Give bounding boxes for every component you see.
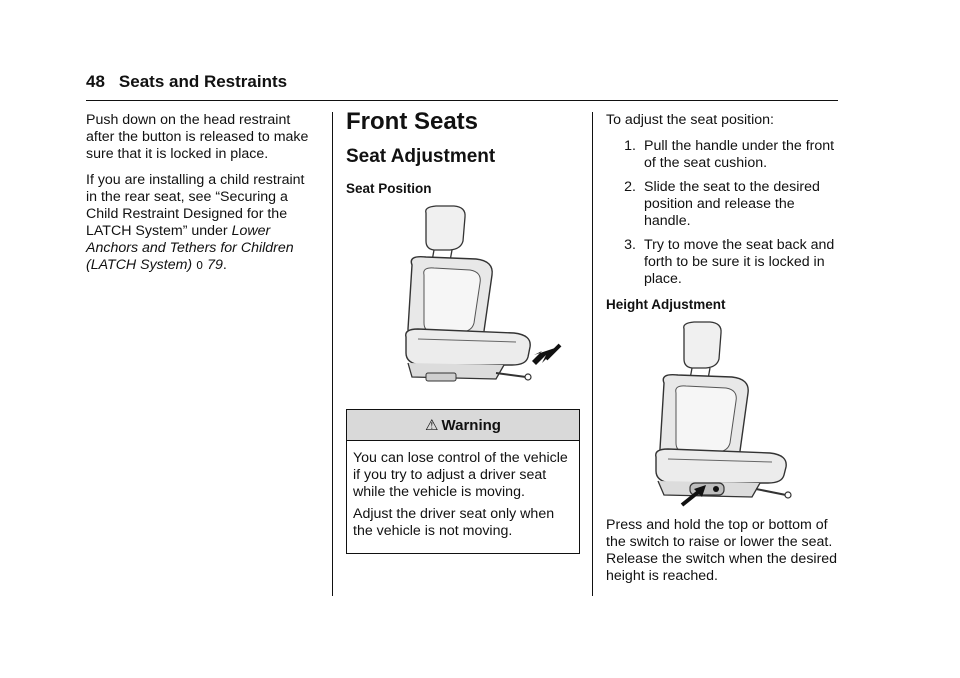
list-item: 3. Try to move the seat back and forth to be sure it is locked in place.	[624, 237, 835, 287]
page-header	[86, 72, 838, 101]
adjust-intro: To adjust the seat position:	[606, 112, 774, 128]
section-title: Seats and Restraints	[118, 72, 288, 91]
seat-adjustment-heading: Seat Adjustment	[346, 146, 496, 167]
latch-link[interactable]: Lower Anchors and Tethers for Children (LATCH System)	[86, 223, 294, 273]
column-divider	[592, 112, 593, 596]
child-restraint-paragraph: If you are installing a child restraint in the rear seat, see “Securing a Child Restraint Designed for the LATCH System” under Lower Anchors and Tethers for Children (LATCH System) 0 79.	[86, 172, 305, 273]
front-seats-heading: Front Seats	[346, 108, 479, 135]
warning-body	[347, 441, 579, 553]
adjust-steps-list	[606, 138, 842, 288]
seat-position-illustration	[346, 205, 578, 395]
seat-position-label: Seat Position	[346, 181, 432, 196]
warning-text-1: You can lose control of the vehicle if you try to adjust a driver seat while the vehicle is moving.	[353, 450, 568, 500]
warning-text-2: Adjust the driver seat only when the vehicle is not moving.	[353, 506, 555, 539]
page-ref-icon: 0	[196, 259, 204, 272]
page-ref-number[interactable]: 79	[207, 257, 223, 273]
warning-title: Warning	[441, 417, 501, 434]
column-divider	[332, 112, 333, 596]
column-left	[86, 112, 318, 283]
column-middle	[346, 108, 580, 554]
head-restraint-paragraph: Push down on the head restraint after the button is released to make sure that it is locked in place.	[86, 112, 309, 162]
page-number: 48	[86, 72, 105, 91]
list-item: 1. Pull the handle under the front of the seat cushion.	[624, 138, 835, 171]
height-adjustment-label: Height Adjustment	[606, 297, 726, 312]
warning-box	[346, 409, 580, 554]
height-adjust-text: Press and hold the top or bottom of the switch to raise or lower the seat. Release the switch when the desired height is reached.	[606, 517, 838, 584]
height-adjustment-illustration	[606, 321, 842, 511]
caution-icon: ⚠	[425, 416, 439, 434]
column-right	[606, 112, 842, 594]
list-item: 2. Slide the seat to the desired position and release the handle.	[624, 179, 820, 229]
warning-header	[347, 410, 579, 441]
